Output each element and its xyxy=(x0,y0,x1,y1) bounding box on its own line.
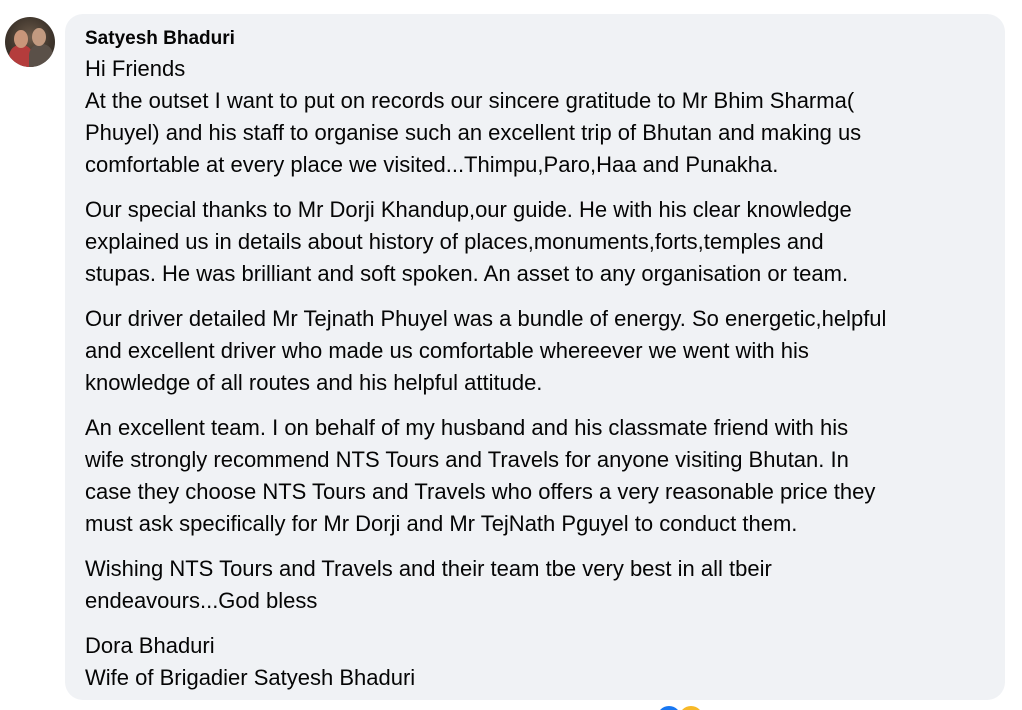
comment-paragraph xyxy=(85,412,985,540)
comment-line: An excellent team. I on behalf of my husband and his classmate friend with his xyxy=(85,415,849,440)
comment-line: Dora Bhaduri xyxy=(85,633,215,658)
comment-bubble xyxy=(65,14,1005,700)
comment-line: Our driver detailed Mr Tejnath Phuyel was a bundle of energy. So energetic,helpful xyxy=(85,306,887,331)
comment-line: Wishing NTS Tours and Travels and their team tbe very best in all tbeir xyxy=(85,556,772,581)
comment-line: and excellent driver who made us comfortable whereever we went with his xyxy=(85,338,809,363)
comment-line: comfortable at every place we visited...Thimpu,Paro,Haa and Punakha. xyxy=(85,152,779,177)
reaction-summary[interactable] xyxy=(655,704,711,710)
comment-paragraph xyxy=(85,553,985,617)
comment-line: explained us in details about history of places,monuments,forts,temples and xyxy=(85,229,824,254)
comment-paragraph xyxy=(85,194,985,290)
comment-line: must ask specifically for Mr Dorji and Mr TejNath Pguyel to conduct them. xyxy=(85,511,798,536)
comment-line: Phuyel) and his staff to organise such an excellent trip of Bhutan and making us xyxy=(85,120,862,145)
comment-line: knowledge of all routes and his helpful attitude. xyxy=(85,370,543,395)
comment-line: Wife of Brigadier Satyesh Bhaduri xyxy=(85,665,416,690)
comment-signature xyxy=(85,630,985,694)
comment-author-name[interactable]: Satyesh Bhaduri xyxy=(85,28,235,49)
comment-line: At the outset I want to put on records our sincere gratitude to Mr Bhim Sharma( xyxy=(85,88,855,113)
comment-paragraph xyxy=(85,303,985,399)
comment-line: wife strongly recommend NTS Tours and Travels for anyone visiting Bhutan. In xyxy=(85,447,849,472)
avatar-photo-face-left xyxy=(14,30,28,48)
comment-line: Hi Friends xyxy=(85,56,186,81)
comment-line: stupas. He was brilliant and soft spoken. An asset to any organisation or team. xyxy=(85,261,849,286)
comment-line: endeavours...God bless xyxy=(85,588,318,613)
comment-line: case they choose NTS Tours and Travels who offers a very reasonable price they xyxy=(85,479,876,504)
comment-paragraph xyxy=(85,53,985,181)
avatar-photo-person-right xyxy=(29,44,53,67)
avatar[interactable] xyxy=(5,17,55,67)
avatar-photo-face-right xyxy=(32,28,46,46)
comment-line: Our special thanks to Mr Dorji Khandup,our guide. He with his clear knowledge xyxy=(85,197,852,222)
haha-icon xyxy=(677,704,705,710)
